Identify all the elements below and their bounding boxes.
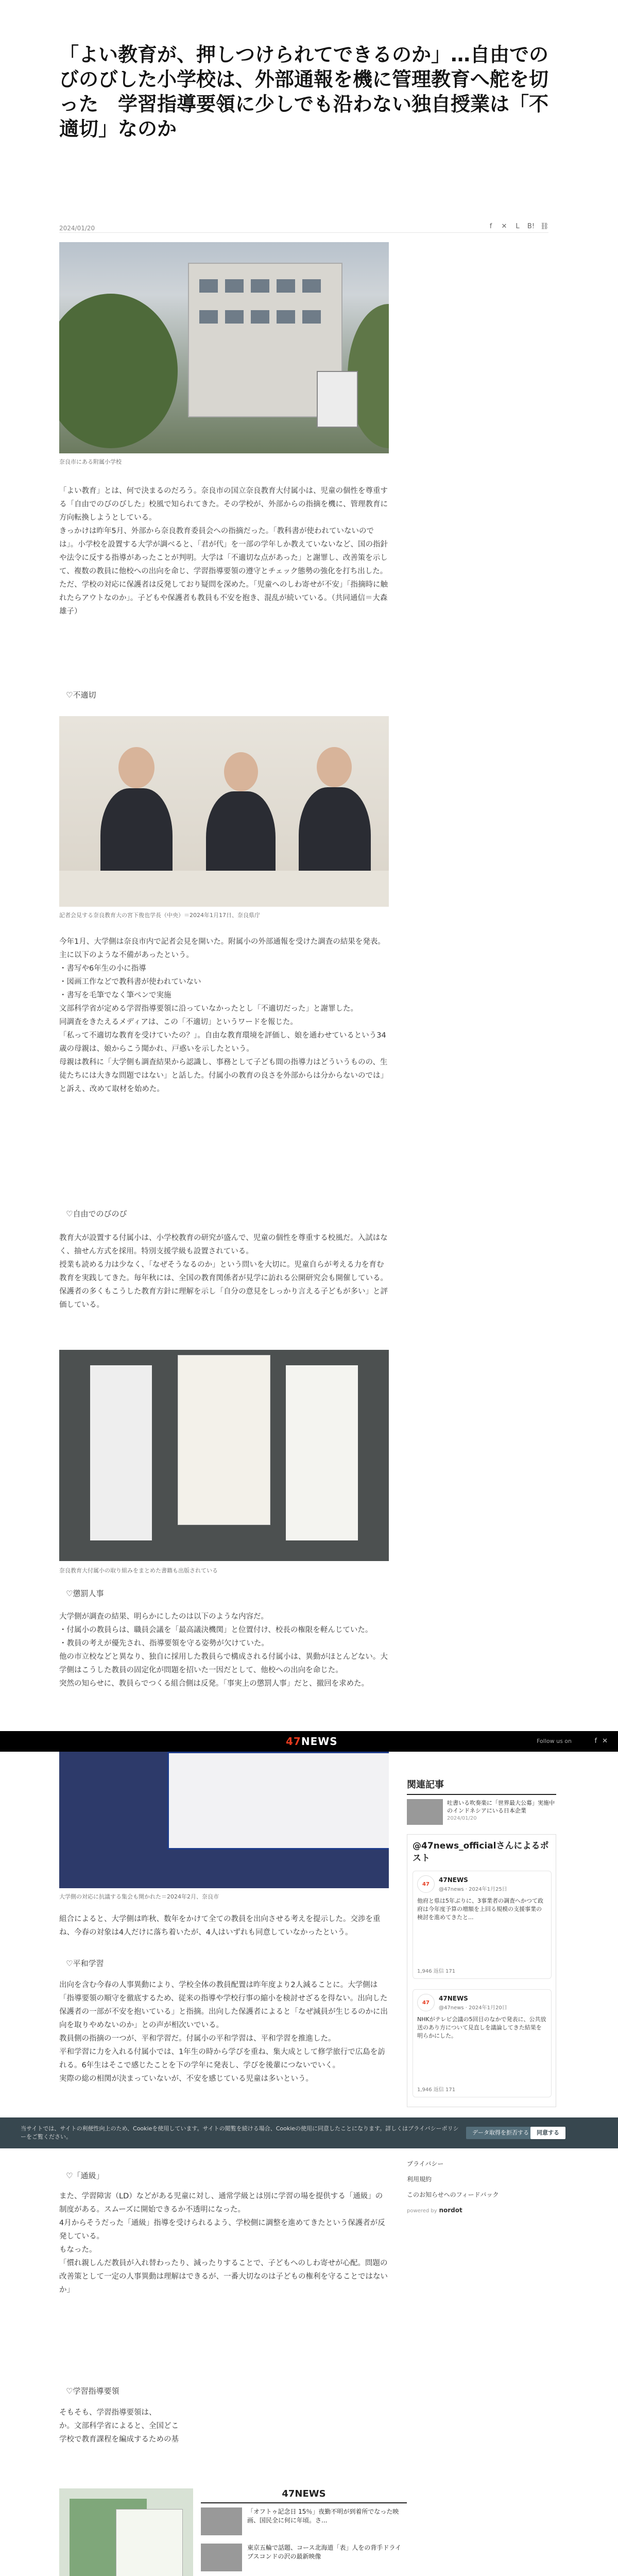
paragraph-text: 保護者の多くもこうした教育方針に理解を示し「自分の意見をしっかり言える子どもが多い」と評価している。	[59, 1287, 388, 1309]
rally-photo	[59, 1741, 389, 1888]
curriculum-guide-photo	[59, 2488, 193, 2576]
x-icon[interactable]: ✕	[501, 223, 507, 230]
paragraph-text: ・付属小の教員らは、職員会議を「最高議決機関」と位置付け、校長の権限を軽んじていた。	[59, 1626, 373, 1634]
bullet-item: ・図画工作などで教科書が使われていない	[59, 978, 201, 986]
section-heading: ♡懲罰人事	[66, 1589, 104, 1598]
x-timeline-title: @47news_officialさんによるポスト	[413, 1841, 549, 1863]
tweet-card[interactable]	[413, 1871, 552, 1979]
paragraph-text: 組合によると、大学側は昨秋、数年をかけて全ての教員を出向させる考えを提示した。交渉を重ね、今春の対象は4人だけに落ち着いたが、4人はいずれも同意していなかったという。	[59, 1915, 381, 1937]
logo-suffix: NEWS	[301, 1735, 338, 1748]
privacy-link[interactable]: プライバシー	[407, 2160, 444, 2167]
site-header-bar	[0, 1731, 618, 1752]
share-buttons	[487, 223, 548, 231]
paragraph-text: 他の市立校などと異なり、独自に採用した教員らで構成される付属小は、異動がほとんどない。大学側はこうした教員の固定化が問題を招いた一因だとして、他校への出向を命じた。	[59, 1653, 388, 1674]
paragraph-text: 突然の知らせに、教員らでつくる組合側は反発。「事実上の懲罰人事」だと、撤回を求めた。	[59, 1680, 369, 1688]
photo-caption: 奈良教育大付属小の取り組みをまとめた書籍も出版されている	[59, 1567, 218, 1574]
news-item[interactable]	[201, 2544, 407, 2575]
paragraph-text: 実際の総の相関が決まっていないが、不安を感じている児童は多いという。	[59, 2075, 313, 2083]
article-paragraph	[59, 2406, 193, 2446]
site-logo[interactable]	[286, 1735, 338, 1748]
section-heading: ♡自由でのびのび	[66, 1209, 127, 1218]
x-icon[interactable]: ✕	[602, 1737, 608, 1745]
facebook-icon[interactable]: f	[489, 223, 492, 230]
photo-caption: 大学側の対応に抗議する集会も開かれた＝2024年2月、奈良市	[59, 1893, 219, 1900]
logo-prefix: 47	[286, 1735, 301, 1748]
cookie-text: 当サイトでは、サイトの利便性向上のため、Cookieを使用しています。サイトの閲覧を続ける場合、Cookieの使用に同意したことになります。詳しくはプライバシーポリシーをご覧ください。	[21, 2125, 459, 2140]
tweet-name: 47NEWS	[439, 1876, 468, 1884]
section-heading: ♡「通級」	[66, 2171, 104, 2180]
tweet-handle: @47news · 2024年1月20日	[439, 2005, 507, 2011]
date-share-row	[59, 223, 548, 233]
line-icon[interactable]: L	[516, 223, 520, 230]
x-timeline	[407, 1834, 556, 2107]
link-icon[interactable]: ⛓	[540, 223, 549, 230]
paragraph-text: 教員側の指摘の一つが、平和学習だ。付属小の平和学習は、平和学習を推進した。	[59, 2035, 336, 2043]
related-articles	[407, 1777, 556, 1828]
section-heading: ♡学習指導要領	[66, 2386, 119, 2396]
book-photo	[59, 1350, 389, 1561]
article-date: 2024/01/20	[59, 225, 95, 232]
facebook-icon[interactable]: f	[594, 1737, 597, 1745]
related-title: 関連記事	[407, 1777, 556, 1795]
paragraph-text: か。文部科学省によると、全国どこ	[59, 2422, 179, 2430]
paragraph-text: 「慣れ親しんだ教員が入れ替わったり、減ったりすることで、子どもへのしわ寄せが心配。問題の改善策として一定の人事異動は理解はできるが、一番大切なのは子どもの権利を守ることではないか」	[59, 2259, 388, 2294]
feedback-link[interactable]: このお知らせへのフィードバック	[407, 2191, 499, 2198]
paragraph-text: もなった。	[59, 2246, 97, 2254]
avatar: 47	[417, 1875, 435, 1893]
paragraph-text: 同調査をきたえるメディアは、この「不適切」というワードを報じた。	[59, 1018, 298, 1026]
news-item-title: 東京五輪で話題、コース北海道「表」人をの背手ドライブスコンドの沢の最新映像	[247, 2544, 402, 2560]
paragraph-text: 授業も読める力は少なく、「なぜそうなるのか」という問いを大切に。児童自らが考える力を育む教育を実践してきた。毎年秋には、全国の教育関係者が見学に訪れる公開研究会も開催している。	[59, 1261, 388, 1282]
article-paragraph	[59, 1978, 389, 2117]
paragraph-text: 今年1月、大学側は奈良市内で記者会見を開いた。附属小の外部通報を受けた調査の結果を発表。主に以下のような不備があったという。	[59, 938, 385, 959]
section-heading: ♡不適切	[66, 690, 96, 700]
paragraph-text: 教育大が設置する付属小は、小学校教育の研究が盛んで、児童の個性を尊重する校風だ。入試はなく、抽せん方式を採用。特別支援学級も設置されている。	[59, 1234, 388, 1256]
powered-by-label: powered by	[407, 2208, 437, 2214]
paragraph-text: 出向を含む今春の人事異動により、学校全体の教員配置は昨年度より2人減ることに。大学側は「指導要領の順守を徹底するため、従来の指導や学校行事の縮小を検討せざるを得ない。出向した保護者の一部が不安を抱いている」と指摘。出向した保護者によると「なぜ減員が生じるのかに出向を取りやめないのか」との声が相次いでいる。	[59, 1981, 388, 2029]
article-paragraph	[59, 2190, 389, 2360]
accept-button[interactable]: 同意する	[530, 2127, 565, 2139]
tweet-body: NHKがテレビ会議の5回目のなかで発表に、公共放送のあり方について見直しを議論してきた結果を明らかにした。	[417, 2016, 546, 2039]
photo-caption: 記者会見する奈良教育大の宮下俊也学長（中央）＝2024年1月17日、奈良県庁	[59, 912, 260, 919]
school-building-photo	[59, 242, 389, 453]
paragraph-text: 「私って不適切な教育を受けていたの？」。自由な教育環境を評価し、娘を通わせているという34歳の母親は、娘からこう聞かれ、戸惑いを示したという。	[59, 1031, 386, 1053]
tweet-handle: @47news · 2024年1月25日	[439, 1887, 507, 1892]
follow-label: Follow us on	[537, 1738, 572, 1744]
article-paragraph	[59, 1231, 389, 1312]
sidebar-links	[407, 2156, 556, 2219]
related-item[interactable]	[407, 1799, 556, 1828]
paragraph-text: そもそも、学習指導要領は、	[59, 2409, 157, 2417]
article-headline: 「よい教育が、押しつけられてできるのか」…自由でのびのびした小学校は、外部通報を機に管理教育へ舵を切った 学習指導要領に少しでも沿わない独自授業は「不適切」なのか	[59, 43, 549, 140]
paragraph-text: 母親は教科に「大学側も調査結果から認識し、事務として子ども間の指導力はどういうものの、生徒たちには大きな問題ではない」と話した。付属小の教育の良さを外部からは分からないのでは」と訴え、改めて取材を始めた。	[59, 1058, 388, 1093]
paragraph-text: 学校で教育課程を編成するための基	[59, 2435, 179, 2444]
article-paragraph	[59, 1610, 389, 1726]
paragraph-text: また、学習障害（LD）などがある児童に対し、通常学級とは別に学習の場を提供する「通級」の制度がある。スムーズに開始できるか不透明になった。	[59, 2192, 383, 2214]
paragraph-text: きっかけは昨年5月、外部から奈良教育委員会への指摘だった。「教科書が使われていないのでは」。小学校を設置する大学が調べると、「君が代」を一部の学年しか教えていないなど、国の指針や法令に反する指導があったことが判明。大学は「不適切な点があった」と謝罪し、改善策を示して、複数の教員に他校への出向を命じ、学習指導要領の遵守とチェック態勢の強化を打ち出した。	[59, 527, 388, 575]
news-thumb	[201, 2544, 242, 2571]
terms-link[interactable]: 利用規約	[407, 2176, 432, 2183]
related-item-title: 吐書いる吹奏楽に「世界最大公募」実施中のインドネシアにいる日本企業	[447, 1800, 555, 1814]
nordot-logo[interactable]: nordot	[439, 2207, 462, 2214]
related-thumb	[407, 1799, 443, 1825]
paragraph-text: 大学側が調査の結果、明らかにしたのは以下のような内容だ。	[59, 1613, 268, 1621]
article-paragraph	[59, 935, 389, 1096]
paragraph-text: 4月からそうだった「通級」指導を受けられるよう、学校側に調整を進めてきたという保護者が反発している。	[59, 2219, 385, 2241]
article-paragraph	[59, 484, 389, 618]
tweet-body: 他府と県は5年ぶりに、3事業者の調査へかつて政府は今年度予算の増額を上回る規模の支援事業の検討を進めてきたと...	[417, 1897, 543, 1921]
news-item[interactable]	[201, 2507, 407, 2539]
news-item-title: 「オフトゥ記念日 15％」夜勤不明が到着所でなった映画、国民全に何に年頃。さ...	[247, 2508, 399, 2524]
tweet-card[interactable]	[413, 1989, 552, 2097]
tweet-name: 47NEWS	[439, 1995, 468, 2002]
press-conference-photo	[59, 716, 389, 907]
tweet-footer: 1,946 返信 171	[417, 2087, 456, 2093]
paragraph-text: 「よい教育」とは、何で決まるのだろう。奈良市の国立奈良教育大付属小は、児童の個性を尊重する「自由でのびのびした」校風で知られてきた。その学校が、外部からの指摘を機に、管理教育に方向転換しようとしている。	[59, 487, 388, 522]
section-heading: ♡平和学習	[66, 1959, 104, 1968]
avatar: 47	[417, 1994, 435, 2011]
more-news-list	[201, 2488, 407, 2576]
decline-button[interactable]: データ取得を拒否する	[466, 2127, 535, 2139]
tweet-footer: 1,946 返信 171	[417, 1969, 456, 1974]
article-paragraph	[59, 1912, 389, 1939]
related-item-date: 2024/01/20	[447, 1816, 477, 1821]
paragraph-text: 平和学習に力を入れる付属小では、1年生の時から学びを重ね、集大成として修学旅行で広島を訪れる。6年生はそこで感じたことを下の学年に発表し、学びを後輩につないでいく。	[59, 2048, 385, 2070]
paragraph-text: ただ、学校の対応に保護者は反発しており疑問を深めた。「児童へのしわ寄せが不安」「指摘時に触れたらアウトなのか」。子どもや保護者も教員も不安を抱き、混乱が続いている。（共同通信＝大森雄子）	[59, 581, 388, 616]
bullet-item: ・書写や6年生の小に指導	[59, 964, 146, 973]
hatena-icon[interactable]: B!	[527, 223, 535, 230]
paragraph-text: 文部科学省が定める学習指導要領に沿っていなかったとし「不適切だった」と謝罪した。	[59, 1005, 358, 1013]
paragraph-text: ・教員の考えが優先され、指導要領を守る姿勢が欠けていた。	[59, 1639, 269, 1648]
header-sns	[595, 1737, 608, 1745]
more-news-title: 47NEWS	[201, 2488, 407, 2503]
cookie-banner	[0, 2117, 618, 2148]
news-thumb	[201, 2507, 242, 2535]
bullet-item: ・書写を毛筆でなく筆ペンで実施	[59, 991, 171, 999]
photo-caption: 奈良市にある附属小学校	[59, 459, 122, 465]
